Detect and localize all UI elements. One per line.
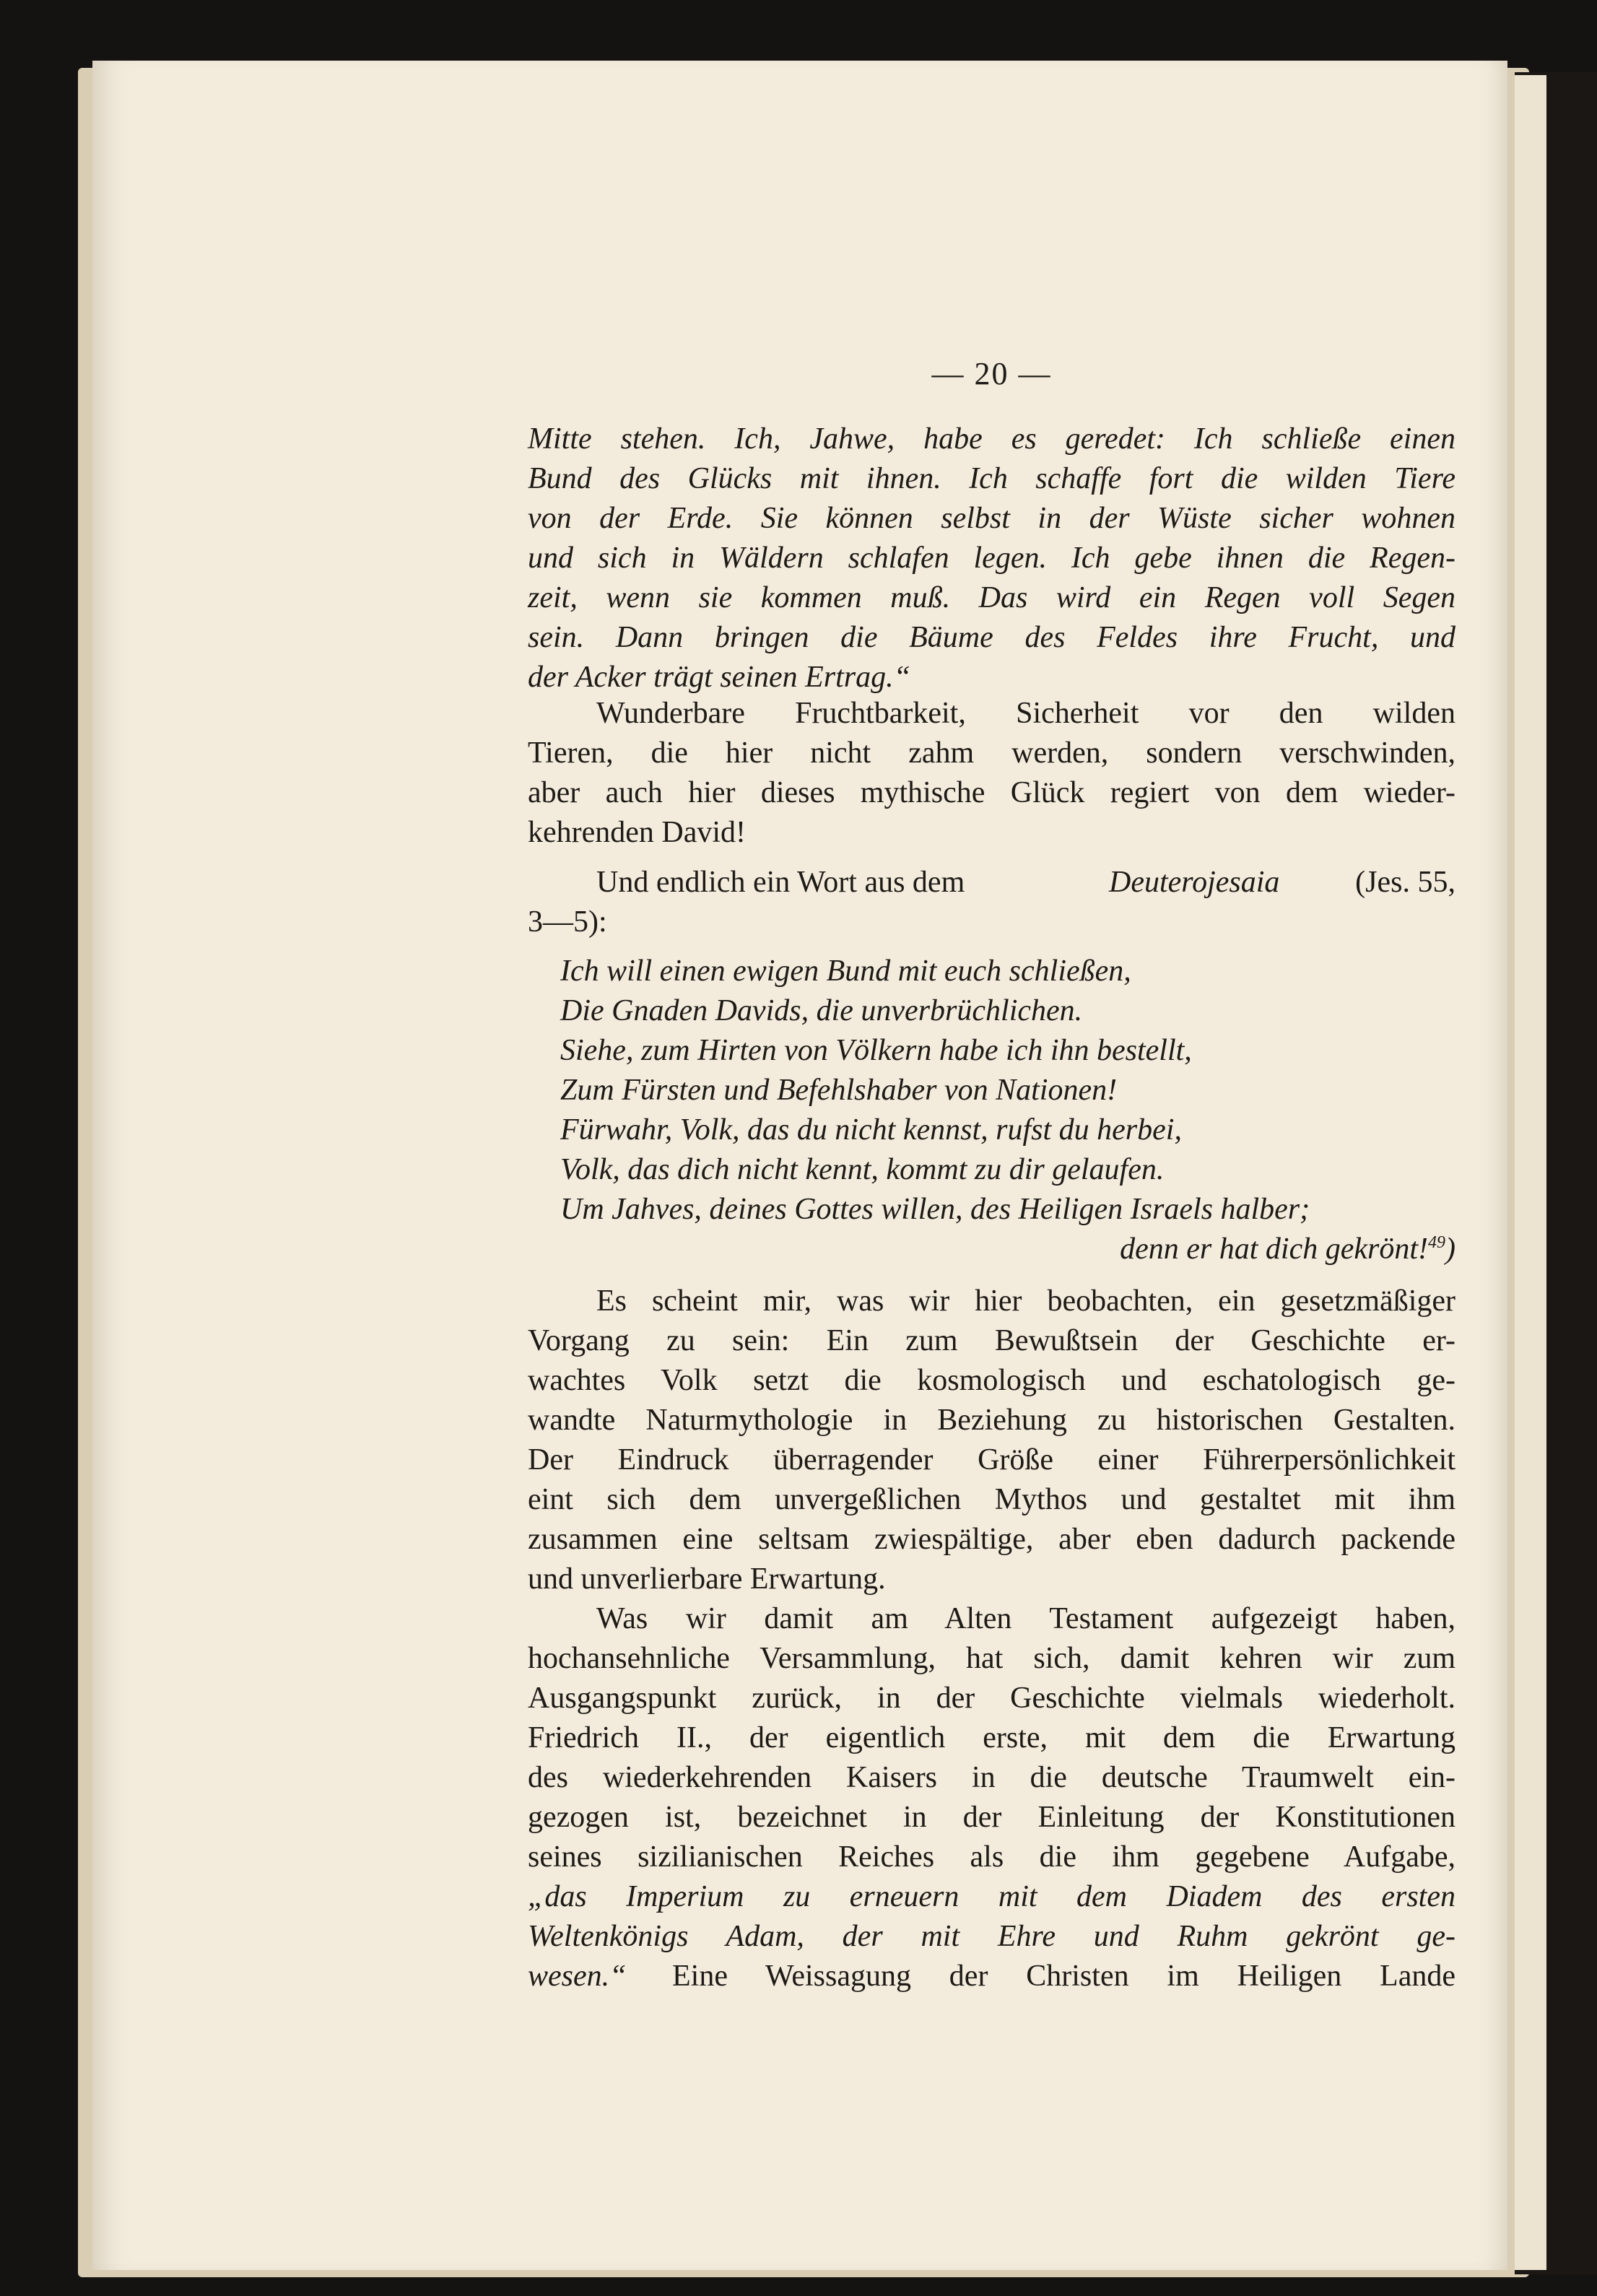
text-line: wachtes Volk setzt die kosmologisch und eschatologisch ge- xyxy=(528,1364,1455,1397)
text-line: (Jes. 55, xyxy=(1355,866,1455,899)
closing-paren: ) xyxy=(1445,1232,1455,1266)
text-line: kehrenden David! xyxy=(528,816,747,849)
text-line: Es scheint mir, was wir hier beobachten, ein gesetzmäßiger xyxy=(596,1284,1455,1318)
verse-line: Zum Fürsten und Befehlshaber von Nationen! xyxy=(560,1074,1118,1107)
text-line: zusammen eine seltsam zwiespältige, aber eben dadurch packende xyxy=(528,1523,1455,1556)
text-line: hochansehnliche Versammlung, hat sich, damit kehren wir zum xyxy=(528,1642,1455,1675)
text-line: und unverlierbare Erwartung. xyxy=(528,1562,886,1596)
verse-line xyxy=(528,1230,1455,1268)
text-line: der Acker trägt seinen Ertrag.“ xyxy=(528,661,911,694)
text-line: eint sich dem unvergeßlichen Mythos und gestaltet mit ihm xyxy=(528,1483,1455,1516)
verse-line: Volk, das dich nicht kennt, kommt zu dir gelaufen. xyxy=(560,1153,1165,1186)
text-line-italic: Weltenkönigs Adam, der mit Ehre und Ruhm gekrönt ge- xyxy=(528,1920,1455,1953)
verse-line: Um Jahves, deines Gottes willen, des Heiligen Israels halber; xyxy=(560,1193,1310,1226)
book-page xyxy=(92,61,1507,2270)
text-line-italic: Deuterojesaia xyxy=(1109,866,1280,899)
text-line: von der Erde. Sie können selbst in der Wüste sicher wohnen xyxy=(528,502,1455,535)
text-line-italic: „das Imperium zu erneuern mit dem Diadem des ersten xyxy=(528,1880,1455,1913)
text-line: des wiederkehrenden Kaisers in die deutsche Traumwelt ein- xyxy=(528,1761,1455,1794)
text-line: und sich in Wäldern schlafen legen. Ich gebe ihnen die Regen- xyxy=(528,542,1455,575)
page-number: — 20 — xyxy=(931,356,1052,391)
verse-text: denn er hat dich gekrönt! xyxy=(1120,1232,1428,1266)
facing-page-edge xyxy=(1515,75,1546,2270)
verse-line: Fürwahr, Volk, das du nicht kennst, rufst du herbei, xyxy=(560,1113,1182,1147)
text-line: Eine Weissagung der Christen im Heiligen Lande xyxy=(672,1960,1455,1993)
verse-line: Die Gnaden Davids, die unverbrüchlichen. xyxy=(560,994,1083,1027)
text-line: sein. Dann bringen die Bäume des Feldes ihre Frucht, und xyxy=(528,621,1455,654)
text-line: Mitte stehen. Ich, Jahwe, habe es geredet: Ich schließe einen xyxy=(528,422,1455,456)
text-line: Und endlich ein Wort aus dem xyxy=(596,866,965,899)
text-line: seines sizilianischen Reiches als die ihm gegebene Aufgabe, xyxy=(528,1840,1455,1874)
text-line: wandte Naturmythologie in Beziehung zu historischen Gestalten. xyxy=(528,1404,1455,1437)
text-line: aber auch hier dieses mythische Glück regiert von dem wieder- xyxy=(528,776,1455,809)
text-line: Wunderbare Fruchtbarkeit, Sicherheit vor den wilden xyxy=(596,697,1455,730)
verse-line: Siehe, zum Hirten von Völkern habe ich ihn bestellt, xyxy=(560,1034,1192,1067)
text-line: Tieren, die hier nicht zahm werden, sondern verschwinden, xyxy=(528,736,1455,770)
text-line: Friedrich II., der eigentlich erste, mit dem die Erwartung xyxy=(528,1721,1455,1754)
text-line: Was wir damit am Alten Testament aufgezeigt haben, xyxy=(596,1602,1455,1635)
footnote-marker: 49 xyxy=(1428,1233,1445,1252)
text-line-italic: wesen.“ xyxy=(528,1960,627,1993)
text-line: Vorgang zu sein: Ein zum Bewußtsein der Geschichte er- xyxy=(528,1324,1455,1357)
verse-line: Ich will einen ewigen Bund mit euch schließen, xyxy=(560,955,1131,988)
text-line: 3—5): xyxy=(528,905,607,939)
text-line: Bund des Glücks mit ihnen. Ich schaffe fort die wilden Tiere xyxy=(528,462,1455,495)
text-line: gezogen ist, bezeichnet in der Einleitung der Konstitutionen xyxy=(528,1801,1455,1834)
text-line: zeit, wenn sie kommen muß. Das wird ein Regen voll Segen xyxy=(528,581,1455,614)
text-line: Der Eindruck überragender Größe einer Führerpersönlichkeit xyxy=(528,1443,1455,1477)
text-line: Ausgangspunkt zurück, in der Geschichte vielmals wiederholt. xyxy=(528,1682,1455,1715)
